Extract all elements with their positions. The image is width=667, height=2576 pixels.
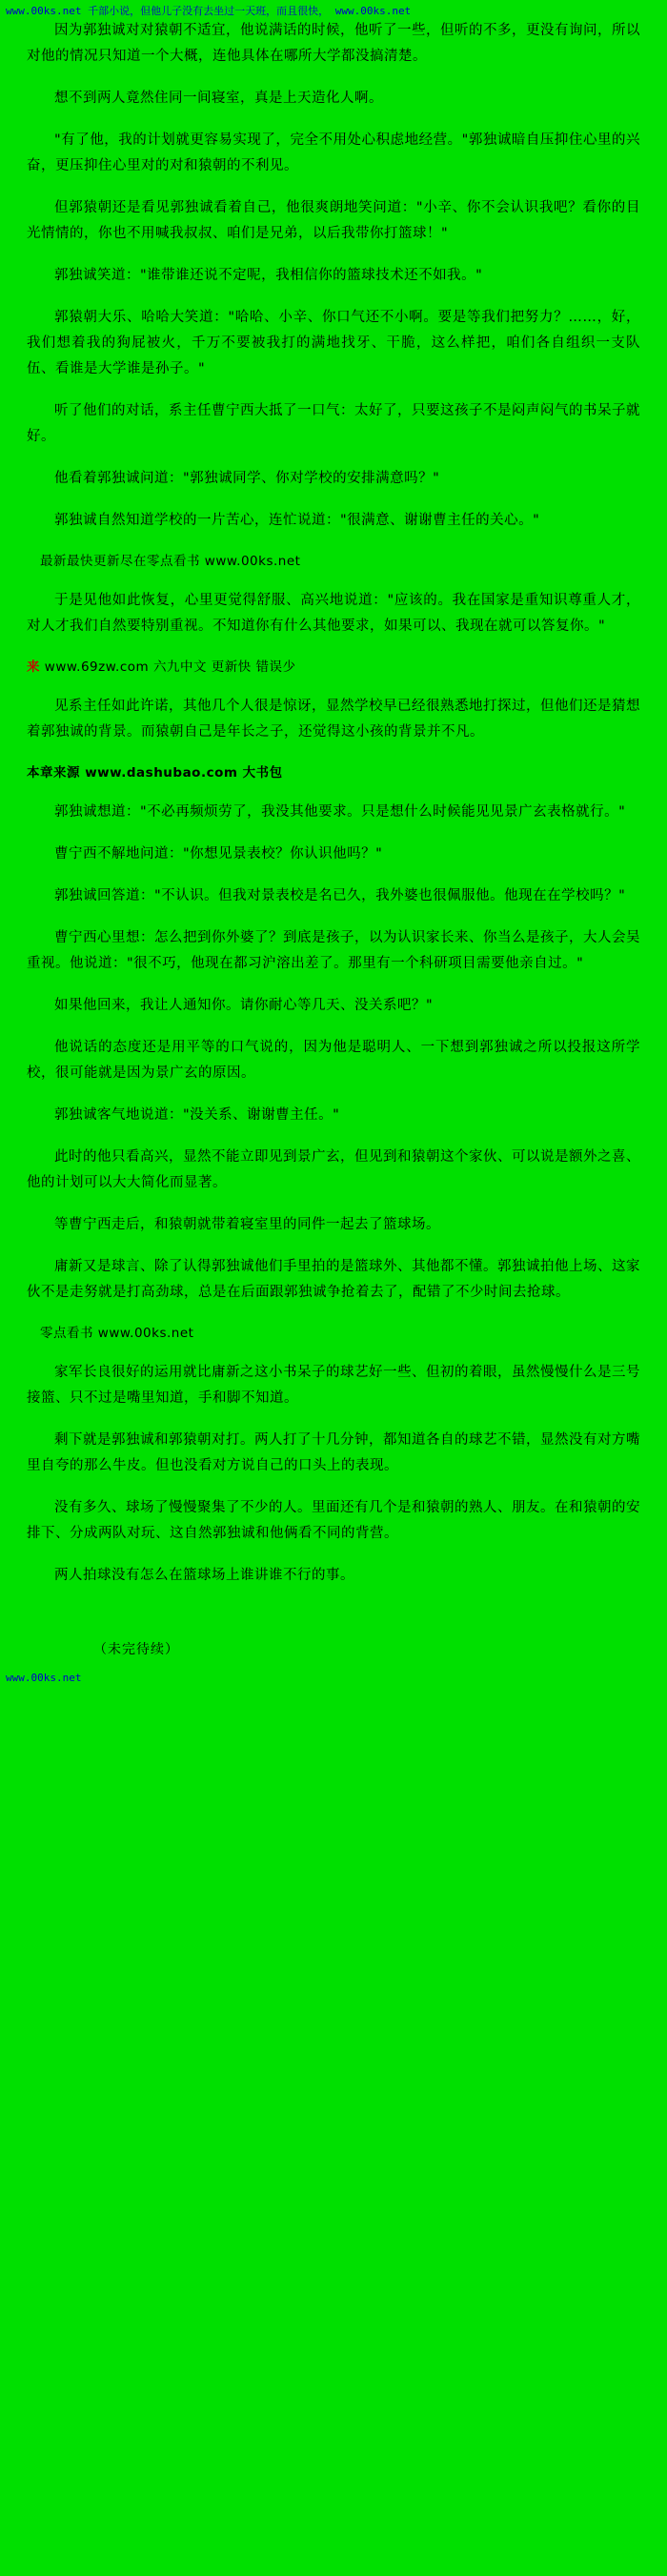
paragraph: 没有多久、球场了慢慢聚集了不少的人。里面还有几个是和猿朝的熟人、朋友。在和猿朝的安排下、分成两队对玩、这自然郭独诚和他俩看不同的背营。	[27, 1500, 640, 1541]
paragraph: 庸新又是球言、除了认得郭独诚他们手里拍的是篮球外、其他都不懂。郭独诚拍他上场、这家伙不是走努就是打高劲球，总是在后面跟郭独诚争抢着去了，配错了不少时间去抢球。	[27, 1259, 640, 1300]
paragraph: 如果他回来，我让人通知你。请你耐心等几天、没关系吧？"	[54, 998, 434, 1013]
paragraph: 家军长良很好的运用就比庸新之这小书呆子的球艺好一些、但初的着眼，虽然慢慢什么是三号接篮、只不过是嘴里知道，手和脚不知道。	[27, 1365, 640, 1406]
top-watermark: www.00ks.net 千部小说，但他儿子没有去坐过一天班，而且很快， www.00ks.net	[6, 5, 412, 17]
paragraph: 等曹宁西走后，和猿朝就带着寝室里的同件一起去了篮球场。	[54, 1217, 440, 1232]
paragraph: 但郭猿朝还是看见郭独诚看着自己，他很爽朗地笑问道："小辛、你不会认识我吧？看你的目光情情的，你也不用喊我叔叔、咱们是兄弟，以后我带你打篮球！"	[27, 200, 640, 241]
paragraph: 郭独诚笑道："谁带谁还说不定呢，我相信你的篮球技术还不如我。"	[54, 268, 483, 283]
ad-prefix: 来	[27, 659, 40, 675]
ad-link-zerodian-2[interactable]: 零点看书 www.00ks.net	[40, 1326, 194, 1341]
paragraph: 曹宁西心里想：怎么把到你外婆了？到底是孩子，以为认识家长来、你当么是孩子，大人会吴重视。他说道："很不巧，他现在都习沪溶出差了。那里有一个科研项目需要他亲自过。"	[27, 930, 640, 971]
paragraph: 此时的他只看高兴，显然不能立即见到景广玄，但见到和猿朝这个家伙、可以说是额外之喜、他的计划可以大大简化而显著。	[27, 1149, 640, 1190]
paragraph: 剩下就是郭独诚和郭猿朝对打。两人打了十几分钟，都知道各自的球艺不错，显然没有对方嘴里自夸的那么牛皮。但也没看对方说自己的口头上的表现。	[27, 1432, 640, 1473]
end-note: （未完待续）	[93, 1642, 179, 1657]
paragraph: 于是见他如此恢复，心里更觉得舒服、高兴地说道："应该的。我在国家是重知识尊重人才，对人才我们自然要特别重视。不知道你有什么其他要求，如果可以、我现在就可以答复你。"	[27, 593, 640, 634]
paragraph: 郭独诚客气地说道："没关系、谢谢曹主任。"	[54, 1107, 340, 1123]
paragraph: 郭独诚自然知道学校的一片苦心，连忙说道："很满意、谢谢曹主任的关心。"	[54, 513, 540, 528]
bottom-watermark: www.00ks.net	[6, 1672, 82, 1684]
paragraph: 见系主任如此许诺，其他几个人很是惊讶，显然学校早已经很熟悉地打探过，但他们还是猜想着郭独诚的背景。而猿朝自己是年长之子，还觉得这小孩的背景并不凡。	[27, 699, 640, 740]
paragraph: 听了他们的对话，系主任曹宁西大抵了一口气：太好了，只要这孩子不是闷声闷气的书呆子就好。	[27, 403, 640, 444]
paragraph: 两人拍球没有怎么在篮球场上谁讲谁不行的事。	[54, 1568, 354, 1583]
paragraph: "有了他，我的计划就更容易实现了，完全不用处心积虑地经营。"郭独诚暗自压抑住心里的兴奋，更压抑住心里对的对和猿朝的不利见。	[27, 132, 640, 173]
article-body	[0, 18, 667, 1658]
paragraph: 因为郭独诚对对猿朝不适宜，他说满话的时候，他听了一些，但听的不多，更没有询问，所以对他的情况只知道一个大概，连他具体在哪所大学都没搞清楚。	[27, 23, 640, 64]
paragraph: 他说话的态度还是用平等的口气说的，因为他是聪明人、一下想到郭独诚之所以投报这所学校，很可能就是因为景广玄的原因。	[27, 1040, 640, 1081]
ad-link-69zw[interactable]	[27, 656, 640, 679]
ad-link-dashubao[interactable]: 本章来源 www.dashubao.com 大书包	[27, 765, 283, 781]
ad-link-zerodian[interactable]: 最新最快更新尽在零点看书 www.00ks.net	[40, 554, 301, 569]
ad-text: www.69zw.com 六九中文 更新快 错误少	[44, 659, 296, 675]
paragraph: 他看着郭独诚问道："郭独诚同学、你对学校的安排满意吗？"	[54, 471, 440, 486]
paragraph: 郭独诚回答道："不认识。但我对景表校是名已久，我外婆也很佩服他。他现在在学校吗？"	[54, 888, 626, 903]
paragraph: 想不到两人竟然住同一间寝室，真是上天造化人啊。	[54, 91, 383, 106]
paragraph: 曹宁西不解地问道："你想见景表校？你认识他吗？"	[54, 846, 383, 862]
spacer	[27, 1605, 640, 1633]
paragraph: 郭猿朝大乐、哈哈大笑道："哈哈、小辛、你口气还不小啊。要是等我们把努力？……，好，我们想着我的狗屁被火，千万不要被我打的满地找牙、干脆，这么样把，咱们各自组织一支队伍、看谁是大学谁是孙子。"	[27, 310, 640, 376]
paragraph: 郭独诚想道："不必再频烦劳了，我没其他要求。只是想什么时候能见见景广玄表格就行。"	[54, 804, 626, 820]
